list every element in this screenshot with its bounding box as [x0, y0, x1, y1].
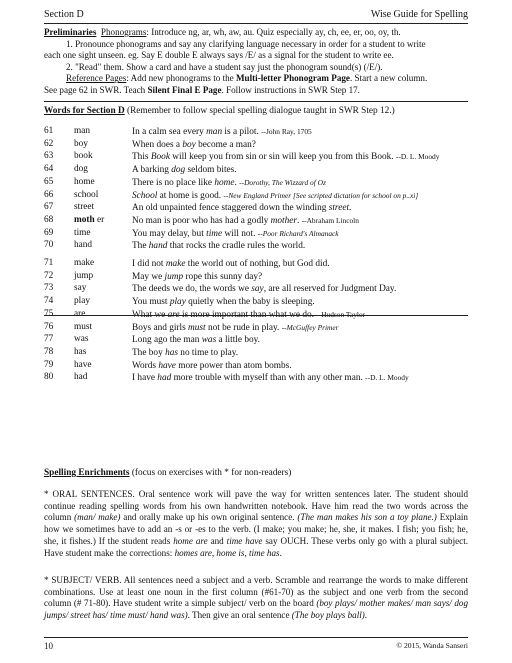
sentence-pre: This — [132, 152, 151, 163]
spelling-word: moth er — [74, 214, 105, 225]
footer-rule — [44, 637, 468, 638]
sentence-source: --Dorothy, The Wizzard of Oz — [239, 177, 326, 187]
header-rule — [44, 23, 468, 24]
sentence-post: not be rude in play. — [205, 322, 282, 333]
book-title: Wise Guide for Spelling — [370, 9, 468, 20]
subj-text-3: . — [364, 610, 368, 621]
spelling-word: hand — [74, 240, 93, 251]
oral-text-1: * ORAL SENTENCES. Oral sentence work will pave the way for written sentences later. The student should continue reading spelling words from his own handwritten notebook. Have him read the two words across the column — [44, 489, 468, 523]
sentence-keyword: home — [214, 177, 235, 188]
word-row — [44, 347, 468, 360]
sentence-keyword: play — [169, 297, 186, 308]
sentence-post: at home is good. — [157, 190, 224, 201]
subj-text-2: . Then give an oral sentence — [187, 610, 292, 621]
prelim-line-5 — [44, 73, 468, 85]
sentence-source: --Hudson Taylor — [316, 309, 366, 319]
prelim-line-3: each one sight unseen. eg. Say E double E always says /E/ as a signal for the student to write ee. — [44, 50, 394, 61]
sentence-pre: In a calm sea every — [132, 127, 207, 137]
sentence-keyword: Book — [150, 152, 170, 163]
example-sentence — [132, 296, 315, 309]
oral-text-4: and — [207, 535, 227, 546]
subj-italic-2: (The boy plays ball) — [291, 610, 365, 621]
oral-text-5: say OUCH. These verbs only go with a plural subject. Have student make the corrections: — [44, 535, 468, 558]
word-number: 74 — [44, 296, 54, 307]
spelling-word: was — [74, 334, 89, 345]
reference-pages-label: Reference Pages — [66, 73, 127, 84]
word-number: 77 — [44, 334, 54, 345]
sentence-post: quietly when the baby is sleeping. — [185, 297, 315, 308]
example-sentence — [132, 334, 260, 347]
sentence-keyword: man — [206, 127, 223, 137]
sentence-source: --Poor Richard's Almanack — [257, 228, 339, 238]
sentence-pre: You must — [132, 297, 170, 308]
sentence-post: will keep you from sin or sin will keep you from this Book. — [169, 152, 396, 163]
spelling-word: book — [74, 151, 93, 162]
word-number: 76 — [44, 321, 54, 332]
words-heading — [44, 106, 468, 118]
prelim-line-6 — [44, 85, 468, 97]
enrichments-label: Spelling Enrichments — [44, 468, 130, 478]
oral-italic-4: time have — [226, 535, 263, 546]
word-number: 67 — [44, 202, 54, 213]
oral-italic-2: (The man makes his son a toy plane.) — [297, 512, 437, 523]
word-row — [44, 258, 468, 271]
words-heading-note: (Remember to follow special spelling dialogue taught in SWR Step 12.) — [124, 106, 395, 116]
word-table — [44, 126, 468, 466]
word-number: 69 — [44, 227, 54, 238]
word-row — [44, 283, 468, 296]
word-number: 73 — [44, 283, 54, 294]
line6-text-b: . Follow instructions in SWR Step 17. — [221, 84, 360, 95]
spelling-word: play — [74, 296, 91, 307]
section-label: Section D — [44, 9, 84, 20]
sentence-pre: I did not — [132, 259, 166, 269]
sentence-post: is more important than what we do. — [179, 309, 317, 320]
example-sentence — [132, 347, 238, 360]
word-number: 62 — [44, 138, 54, 149]
word-row — [44, 151, 468, 164]
spelling-word: jump — [74, 270, 94, 281]
sentence-pre: When does a — [132, 139, 183, 150]
spelling-word: dog — [74, 164, 88, 175]
subject-verb-paragraph — [44, 575, 468, 622]
word-number: 71 — [44, 258, 54, 268]
sentence-pre: What we — [132, 309, 168, 320]
spelling-word: must — [74, 321, 93, 332]
example-sentence — [132, 258, 330, 271]
sentence-keyword: jump — [164, 271, 184, 282]
enrichments-heading — [44, 468, 468, 480]
prelim-rule — [44, 101, 468, 102]
sentence-post: become a man? — [195, 139, 256, 150]
example-sentence — [132, 164, 237, 177]
oral-text-3: Explain how we sometimes have to add an -s or -es to the verb. (I make; you make; he, she, it makes. I fish; you fish; he, she, it fishes.) If the student reads — [44, 512, 468, 546]
sentence-pre: I have — [132, 373, 158, 384]
enrichments-note: (focus on exercises with * for non-readers) — [129, 468, 292, 478]
word-row — [44, 126, 468, 139]
sentence-post: no time to play. — [177, 347, 239, 358]
word-row — [44, 215, 468, 228]
word-number: 72 — [44, 270, 54, 281]
sentence-keyword: dog — [171, 165, 186, 176]
word-row — [44, 322, 468, 335]
prelim-line-4: 2. "Read" them. Show a card and have a student say just the phonogram sound(s) (/E/). — [66, 61, 383, 72]
sentence-post: , are all reserved for Judgment Day. — [263, 284, 397, 295]
example-sentence — [132, 177, 326, 190]
subj-italic-1: (boy plays/ mother makes/ man says/ dog jumps/ street has/ time must/ hand was) — [44, 598, 469, 621]
sentence-post: more power than atom bombs. — [175, 360, 292, 371]
sentence-keyword: hand — [148, 241, 168, 252]
sentence-keyword: School — [132, 190, 158, 201]
sentence-pre: May we — [132, 271, 165, 282]
sentence-post: is a pilot. — [222, 127, 262, 137]
word-row — [44, 139, 468, 152]
preliminaries-heading: Preliminaries — [44, 27, 97, 37]
sentence-post: . — [234, 177, 240, 188]
example-sentence — [132, 151, 439, 164]
oral-text-2: and orally make up his own original sentence. — [120, 512, 298, 523]
spelling-word: school — [74, 189, 99, 200]
word-row — [44, 360, 468, 373]
sentence-post: will not. — [222, 228, 258, 239]
silent-final-e-page-name: Silent Final E Page — [147, 84, 222, 95]
sentence-pre: A barking — [132, 165, 172, 176]
sentence-source: --John Ray, 1705 — [261, 127, 312, 136]
sentence-keyword: has — [165, 347, 178, 358]
oral-italic-5: homes are, home is, time has — [174, 547, 280, 558]
sentence-post: . — [297, 215, 302, 226]
spelling-word: boy — [74, 138, 88, 149]
word-number: 68 — [44, 214, 54, 225]
sentence-pre: The boy — [132, 347, 166, 358]
example-sentence — [132, 126, 312, 139]
sentence-keyword: was — [201, 335, 217, 346]
word-number: 66 — [44, 189, 54, 200]
spelling-word: man — [74, 126, 91, 136]
word-number: 75 — [44, 308, 54, 319]
phonograms-label: Phonograms — [100, 27, 147, 37]
sentence-keyword: have — [158, 360, 176, 371]
example-sentence — [132, 215, 359, 228]
sentence-keyword: mother — [270, 215, 298, 226]
subj-text-1: * SUBJECT/ VERB. All sentences need a subject and a verb. Scramble and rearrange the words to make different combinations. Use at least one noun in the first column (#61-70) as the subject and one verb from the second column (# 71-80). Have student write a simple subject/ verb on the board — [44, 575, 468, 609]
spelling-word: have — [74, 359, 92, 370]
word-number: 80 — [44, 372, 54, 383]
spelling-word: street — [74, 202, 95, 213]
oral-sentences-paragraph — [44, 489, 468, 559]
copyright: © 2015, Wanda Sanseri — [396, 641, 468, 650]
word-row — [44, 177, 468, 190]
example-sentence — [132, 271, 262, 284]
spelling-word: home — [74, 176, 95, 187]
sentence-source: --New England Primer [See scripted dictation for school on p..xi] — [223, 190, 419, 200]
line6-text-a: See page 62 in SWR. Teach — [44, 84, 148, 95]
sentence-pre: The — [132, 241, 149, 252]
spelling-word: say — [74, 283, 87, 294]
example-sentence — [132, 360, 292, 373]
sentence-source: --D. L. Moody — [365, 373, 409, 383]
sentence-keyword: say — [251, 284, 264, 295]
words-heading-label: Words for Section D — [44, 106, 125, 116]
word-number: 78 — [44, 346, 54, 357]
sentence-pre: You may delay, but — [132, 228, 207, 239]
word-row — [44, 202, 468, 215]
word-number: 65 — [44, 176, 54, 187]
sentence-keyword: street — [328, 203, 350, 214]
sentence-post: a little boy. — [216, 335, 260, 346]
word-row — [44, 334, 468, 347]
word-number: 63 — [44, 151, 54, 162]
preliminaries-section — [44, 27, 468, 97]
oral-italic-3: home are — [173, 535, 208, 546]
example-sentence — [132, 322, 339, 335]
multi-letter-page-name: Multi-letter Phonogram Page — [235, 73, 350, 84]
word-row — [44, 271, 468, 284]
word-number: 70 — [44, 240, 54, 251]
word-row — [44, 190, 468, 203]
sentence-keyword: had — [157, 373, 172, 384]
sentence-source: --D. L. Moody — [395, 152, 440, 162]
sentence-pre: The deeds we do, the words we — [132, 284, 252, 295]
sentence-source: --Abraham Lincoln — [301, 215, 359, 225]
sentence-pre: No man is poor who has had a godly — [132, 215, 271, 226]
spelling-word: had — [74, 372, 88, 383]
sentence-pre: There is no place like — [132, 177, 215, 188]
spelling-word: are — [74, 308, 86, 319]
example-sentence — [132, 202, 351, 215]
ref-text-a: : Add new phonograms to the — [126, 73, 236, 84]
sentence-post: that rocks the cradle rules the world. — [167, 241, 306, 252]
word-number: 64 — [44, 164, 54, 175]
prelim-line-2: 1. Pronounce phonograms and say any clarifying language necessary in order for a student to write — [66, 38, 426, 49]
example-sentence — [132, 139, 256, 152]
sentence-keyword: are — [167, 309, 180, 320]
sentence-post: more trouble with myself than with any other man. — [171, 373, 366, 384]
example-sentence — [132, 228, 339, 241]
spelling-word: has — [74, 346, 87, 357]
word-row — [44, 164, 468, 177]
page-number: 10 — [44, 641, 53, 651]
sentence-pre: Words — [132, 360, 159, 371]
word-number: 79 — [44, 359, 54, 370]
sentence-post: the world out of nothing, but God did. — [185, 259, 330, 269]
spelling-word: time — [74, 227, 91, 238]
sentence-source: --McGuffey Primer — [281, 322, 339, 332]
column-divider-rule — [44, 315, 468, 316]
word-row — [44, 296, 468, 309]
sentence-keyword: make — [165, 259, 186, 269]
word-row — [44, 240, 468, 253]
sentence-post: . — [349, 203, 352, 214]
oral-italic-1: (man/ make) — [74, 512, 121, 523]
sentence-pre: An old unpainted fence staggered down the winding — [132, 203, 329, 214]
sentence-keyword: time — [206, 228, 223, 239]
sentence-pre: Boys and girls — [132, 322, 189, 333]
word-row — [44, 372, 468, 385]
sentence-pre: Long ago the man — [132, 335, 202, 346]
spelling-word: make — [74, 258, 95, 268]
word-number: 61 — [44, 126, 54, 136]
sentence-post: seldom bites. — [185, 165, 237, 176]
example-sentence — [132, 372, 409, 385]
phonograms-text: : Introduce ng, ar, wh, aw, au. Quiz especially ay, ch, ee, er, oo, oy, th. — [146, 27, 401, 37]
sentence-keyword: boy — [182, 139, 196, 150]
word-row — [44, 228, 468, 241]
example-sentence — [132, 190, 418, 203]
oral-text-6: . — [279, 547, 282, 558]
ref-text-b: . Start a new column. — [349, 73, 428, 84]
sentence-post: rope this sunny day? — [183, 271, 263, 282]
sentence-keyword: must — [188, 322, 206, 333]
example-sentence — [132, 240, 305, 253]
example-sentence — [132, 283, 396, 296]
